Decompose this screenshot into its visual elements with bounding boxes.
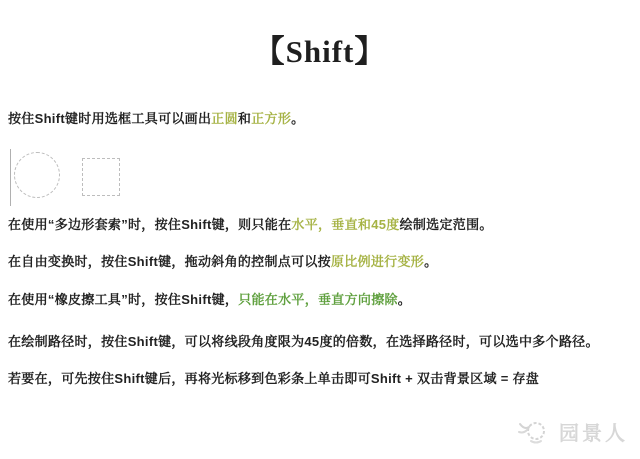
- text-segment: 在使用“橡皮擦工具”时，按住Shift键，: [8, 292, 239, 307]
- text-segment: 原比例进行变形: [330, 254, 425, 269]
- dashed-square-marquee-icon: [82, 158, 120, 196]
- paragraph-color-bar-tip: [8, 370, 539, 388]
- selection-shape-examples: [0, 146, 200, 208]
- text-segment: 和: [237, 111, 252, 126]
- text-segment: 水平，垂直和45度: [291, 217, 400, 232]
- page-title: 【Shift】: [253, 34, 387, 69]
- watermark: [517, 414, 628, 448]
- text-segment: 。: [397, 292, 412, 307]
- bird-logo-icon: [517, 414, 551, 448]
- text-segment: 。: [424, 254, 438, 269]
- text-segment: 在绘制路径时，按住Shift键，可以将线段角度限为45度的倍数，在选择路径时，可以选中多个路径。: [8, 334, 599, 349]
- text-segment: 。: [291, 111, 305, 126]
- text-segment: 正方形: [251, 111, 292, 126]
- dashed-circle-marquee-icon: [14, 152, 60, 198]
- text-segment: 按住Shift键时用选框工具可以画出: [8, 111, 212, 126]
- paragraph-eraser-tip: [8, 291, 411, 309]
- paragraph-free-transform-tip: [8, 253, 437, 271]
- text-segment: 只能在水平，垂直方向擦除: [238, 292, 398, 307]
- watermark-label: 园景人: [559, 422, 628, 445]
- text-segment: 若要在，可先按住Shift键后，再将光标移到色彩条上单击即可Shift + 双击背景区域 = 存盘: [8, 371, 540, 386]
- text-segment: 在使用“多边形套索”时，按住Shift键，则只能在: [8, 217, 292, 232]
- paragraph-polygon-lasso-tip: [8, 216, 493, 234]
- text-segment: 绘制选定范围。: [399, 217, 493, 232]
- paragraph-path-tip: [8, 333, 599, 351]
- text-segment: 正圆: [211, 111, 238, 126]
- text-segment: 在自由变换时，按住Shift键，拖动斜角的控制点可以按: [8, 254, 331, 269]
- text-caret-line: [10, 149, 11, 206]
- paragraph-marquee-tip: [8, 110, 304, 128]
